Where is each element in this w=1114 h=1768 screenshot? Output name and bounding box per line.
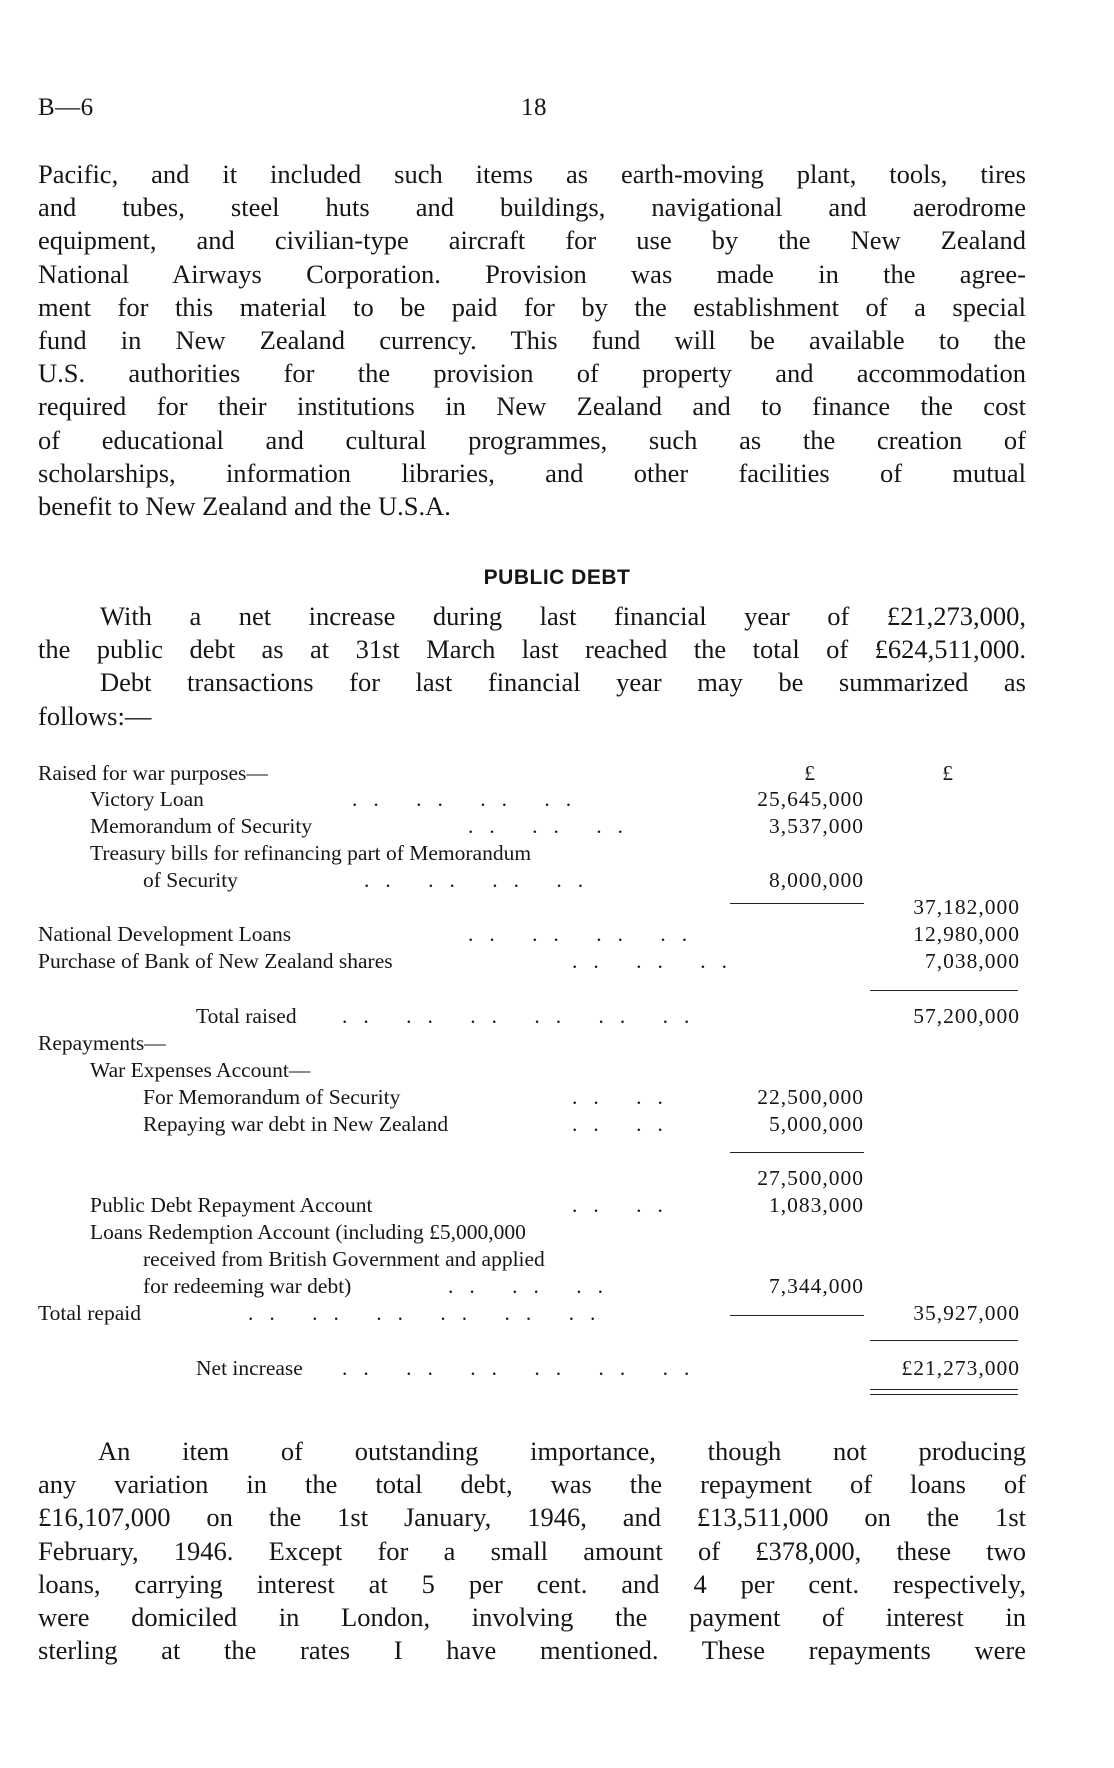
row-label: Purchase of Bank of New Zealand shares [38, 949, 393, 973]
row-label: Memorandum of Security [90, 814, 313, 838]
leader-dots: .. .. [572, 1085, 679, 1109]
table-heading: Raised for war purposes— [38, 761, 268, 785]
text-line: sterling at the rates I have mentioned. These repayments were [38, 1635, 1026, 1666]
leader-dots: .. .. [572, 1112, 679, 1136]
double-rule [870, 1389, 1018, 1390]
leader-dots: .. .. .. [448, 1274, 619, 1298]
text-line: Pacific, and it included such items as earth-moving plant, tools, tires [38, 159, 1026, 189]
row-amount: 12,980,000 [913, 922, 1020, 946]
currency-header: £ [942, 761, 954, 785]
row-label: Victory Loan [90, 787, 204, 811]
text-line: February, 1946. Except for a small amount of £378,000, these two [38, 1535, 1026, 1566]
row-label: National Development Loans [38, 922, 292, 946]
row-amount: 22,500,000 [757, 1085, 864, 1109]
row-amount: 7,038,000 [925, 949, 1020, 973]
row-label: For Memorandum of Security [143, 1085, 401, 1109]
leader-dots: .. .. .. .. [352, 787, 588, 811]
row-amount: 7,344,000 [769, 1274, 864, 1298]
row-amount: 37,182,000 [913, 895, 1020, 919]
page-header-left: B—6 [38, 94, 94, 121]
row-label: Treasury bills for refinancing part of Memorandum [90, 841, 532, 865]
row-amount: 27,500,000 [757, 1166, 864, 1190]
text-line: were domiciled in London, involving the payment of interest in [38, 1602, 1026, 1633]
row-amount: 35,927,000 [913, 1301, 1020, 1325]
row-label: Total raised [196, 1004, 297, 1028]
text-line: £16,107,000 on the 1st January, 1946, and £13,511,000 on the 1st [38, 1502, 1026, 1533]
page-number: 18 [521, 94, 547, 121]
debt-paragraph [38, 600, 1026, 733]
text-line: equipment, and civilian-type aircraft for use by the New Zealand [38, 225, 1026, 256]
row-label: received from British Government and applied [143, 1247, 545, 1271]
row-label: Net increase [196, 1356, 303, 1380]
text-line: With a net increase during last financial year of £21,273,000, [100, 601, 1026, 631]
leader-dots: .. .. .. .. [364, 868, 600, 892]
row-amount: 57,200,000 [913, 1004, 1020, 1028]
leader-dots: .. .. .. .. .. .. [342, 1004, 706, 1028]
text-line: U.S. authorities for the provision of property and accommodation [38, 358, 1026, 389]
text-line: loans, carrying interest at 5 per cent. and 4 per cent. respectively, [38, 1568, 1026, 1599]
row-amount: 3,537,000 [769, 814, 864, 838]
leader-dots: .. .. .. .. [468, 922, 704, 946]
intro-paragraph [38, 158, 1026, 523]
row-amount: £21,273,000 [901, 1356, 1020, 1380]
table-heading: Repayments— [38, 1031, 166, 1055]
text-line: fund in New Zealand currency. This fund will be available to the [38, 325, 1026, 356]
rule [730, 1315, 864, 1316]
leader-dots: .. .. .. .. .. .. [342, 1356, 706, 1380]
row-label: for redeeming war debt) [143, 1274, 352, 1298]
section-title: PUBLIC DEBT [483, 566, 631, 589]
row-label: Repaying war debt in New Zealand [143, 1112, 449, 1136]
text-line: National Airways Corporation. Provision was made in the agree- [38, 258, 1026, 289]
row-amount: 1,083,000 [769, 1193, 864, 1217]
leader-dots: .. .. [572, 1193, 679, 1217]
row-label: War Expenses Account— [90, 1058, 311, 1082]
leader-dots: .. .. .. .. .. .. [248, 1301, 612, 1325]
text-line: the public debt as at 31st March last reached the total of £624,511,000. [38, 634, 1026, 665]
row-label: Public Debt Repayment Account [90, 1193, 373, 1217]
row-label: Total repaid [38, 1301, 141, 1325]
text-line: required for their institutions in New Zealand and to finance the cost [38, 391, 1026, 422]
rule [730, 903, 864, 904]
text-line: An item of outstanding importance, though not producing [98, 1436, 1026, 1466]
closing-paragraph [38, 1435, 1026, 1667]
currency-header: £ [804, 761, 816, 785]
text-line: of educational and cultural programmes, such as the creation of [38, 424, 1026, 455]
row-amount: 5,000,000 [769, 1112, 864, 1136]
text-line: any variation in the total debt, was the repayment of loans of [38, 1469, 1026, 1500]
row-label: Loans Redemption Account (including £5,000,000 [90, 1220, 526, 1244]
rule [730, 1152, 864, 1153]
row-amount: 25,645,000 [757, 787, 864, 811]
rule [870, 990, 1018, 991]
text-line: Debt transactions for last financial year may be summarized as [100, 667, 1026, 698]
rule [870, 1340, 1018, 1341]
text-line: follows:— [38, 700, 152, 731]
text-line: ment for this material to be paid for by the establishment of a special [38, 291, 1026, 322]
row-amount: 8,000,000 [769, 868, 864, 892]
text-line: scholarships, information libraries, and other facilities of mutual [38, 457, 1026, 488]
row-label: of Security [143, 868, 238, 892]
text-line: and tubes, steel huts and buildings, navigational and aerodrome [38, 192, 1026, 223]
leader-dots: .. .. .. [572, 949, 743, 973]
text-line: benefit to New Zealand and the U.S.A. [38, 491, 451, 522]
leader-dots: .. .. .. [468, 814, 639, 838]
double-rule [870, 1394, 1018, 1395]
